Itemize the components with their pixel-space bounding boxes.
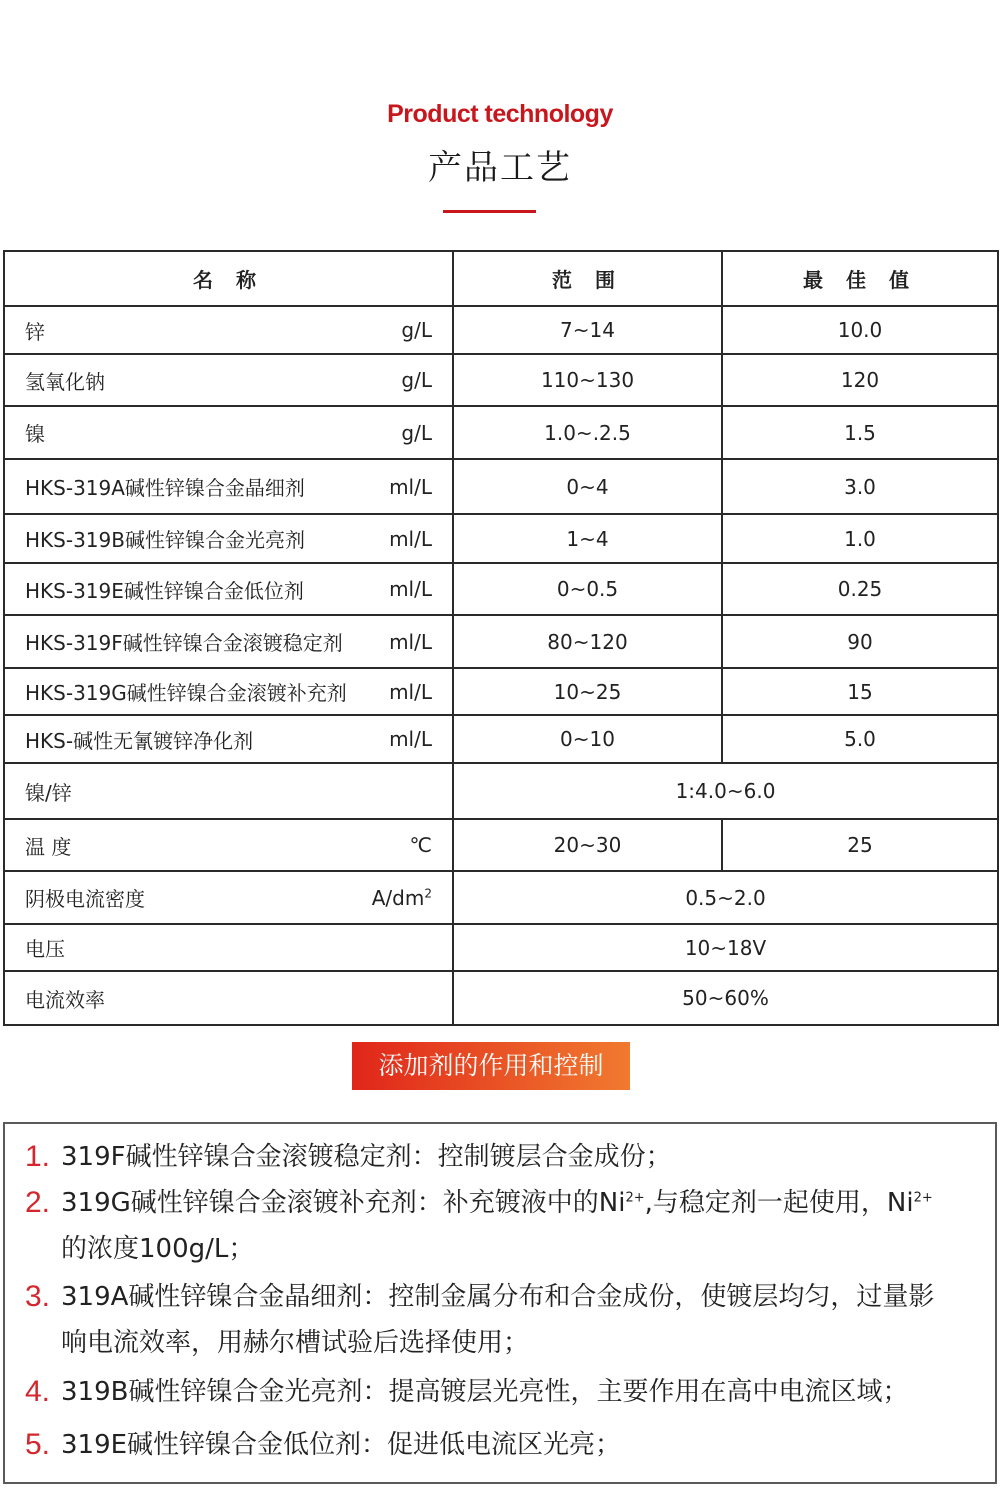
superscript: 2+ — [625, 1190, 645, 1206]
row-merged-value: 0.5~2.0 — [453, 871, 998, 924]
row-range: 0~0.5 — [453, 563, 722, 615]
table-row — [4, 406, 998, 459]
row-best: 15 — [722, 668, 998, 715]
row-name: 阴极电流密度 — [25, 887, 145, 911]
table-row — [4, 819, 998, 871]
header-range: 范 围 — [453, 251, 722, 306]
row-unit: ml/L — [389, 474, 432, 499]
row-merged-value: 10~18V — [453, 924, 998, 971]
row-name: 氢氧化钠 — [25, 369, 105, 394]
table-row — [4, 871, 998, 924]
process-spec-table — [3, 250, 999, 1026]
row-name: 温 度 — [25, 834, 72, 859]
row-name: 电流效率 — [25, 987, 105, 1012]
row-unit: ml/L — [389, 727, 432, 751]
table-row — [4, 514, 998, 563]
row-name: 镍 — [25, 422, 45, 446]
table-row — [4, 459, 998, 514]
row-range: 80~120 — [453, 615, 722, 668]
row-range: 1.0~.2.5 — [453, 406, 722, 459]
row-range: 10~25 — [453, 668, 722, 715]
row-name: 电压 — [25, 937, 65, 961]
row-best: 0.25 — [722, 563, 998, 615]
table-row — [4, 563, 998, 615]
row-merged-value: 50~60% — [453, 971, 998, 1025]
row-name: HKS-319F碱性锌镍合金滚镀稳定剂 — [25, 631, 343, 655]
row-unit: g/L — [401, 420, 432, 445]
note-number: 2. — [25, 1186, 51, 1219]
additives-banner: 添加剂的作用和控制 — [352, 1042, 630, 1090]
row-range: 1~4 — [453, 514, 722, 563]
row-best: 10.0 — [722, 306, 998, 354]
note-number: 3. — [25, 1280, 51, 1313]
table-row — [4, 306, 998, 354]
title-underline — [443, 210, 536, 213]
row-range: 0~10 — [453, 715, 722, 763]
table-row — [4, 763, 998, 819]
row-name: HKS-319A碱性锌镍合金晶细剂 — [25, 476, 305, 500]
row-best: 90 — [722, 615, 998, 668]
row-unit: ℃ — [409, 833, 432, 857]
row-merged-value: 1:4.0~6.0 — [453, 763, 998, 819]
row-name: HKS-319G碱性锌镍合金滚镀补充剂 — [25, 681, 347, 705]
row-name: HKS-碱性无氰镀锌净化剂 — [25, 728, 254, 753]
row-unit: ml/L — [389, 526, 432, 551]
note-text: 319G碱性锌镍合金滚镀补充剂：补充镀液中的$Ni^{2+}$,与稳定剂一起使用，$Ni^{2+}$ 的浓度100g/L； — [61, 1188, 933, 1264]
row-unit: g/L — [401, 368, 432, 392]
row-best: 120 — [722, 354, 998, 406]
row-name: HKS-319B碱性锌镍合金光亮剂 — [25, 528, 305, 552]
title-chinese: 产品工艺 — [428, 148, 572, 188]
note-text: 319E碱性锌镍合金低位剂：促进低电流区光亮； — [61, 1430, 622, 1460]
row-name: 镍/锌 — [25, 780, 72, 805]
note-text: 319F碱性锌镍合金滚镀稳定剂：控制镀层合金成份； — [61, 1142, 672, 1172]
row-best: 1.5 — [722, 406, 998, 459]
row-name: HKS-319E碱性锌镍合金低位剂 — [25, 578, 304, 603]
table-row — [4, 924, 998, 971]
header-best: 最 佳 值 — [722, 251, 998, 306]
unit-superscript: 2 — [424, 885, 432, 900]
note-number: 4. — [25, 1375, 51, 1408]
row-range: 110~130 — [453, 354, 722, 406]
note-text: 319B碱性锌镍合金光亮剂：提高镀层光亮性，主要作用在高中电流区域； — [61, 1377, 909, 1407]
row-best: 1.0 — [722, 514, 998, 563]
table-row — [4, 354, 998, 406]
row-unit: g/L — [401, 318, 432, 342]
row-unit: ml/L — [389, 577, 432, 601]
table-header-row — [4, 251, 998, 306]
row-unit: $A/dm^2$ — [371, 885, 432, 910]
table-row — [4, 971, 998, 1025]
header-name: 名 称 — [4, 251, 453, 306]
notes-box — [3, 1122, 997, 1484]
title-english: Product technology — [387, 100, 613, 128]
row-range: 20~30 — [453, 819, 722, 871]
row-best: 25 — [722, 819, 998, 871]
table-row — [4, 668, 998, 715]
note-number: 5. — [25, 1428, 51, 1461]
row-range: 7~14 — [453, 306, 722, 354]
superscript: 2+ — [913, 1190, 933, 1206]
note-text: 319A碱性锌镍合金晶细剂：控制金属分布和合金成份，使镀层均匀，过量影 响电流效率，用赫尔槽试验后选择使用； — [61, 1282, 935, 1358]
row-unit: ml/L — [389, 629, 432, 654]
row-name: 锌 — [25, 319, 45, 344]
table-row — [4, 615, 998, 668]
note-number: 1. — [25, 1140, 51, 1173]
row-unit: ml/L — [389, 679, 432, 704]
table-row — [4, 715, 998, 763]
row-range: 0~4 — [453, 459, 722, 514]
row-best: 3.0 — [722, 459, 998, 514]
row-best: 5.0 — [722, 715, 998, 763]
